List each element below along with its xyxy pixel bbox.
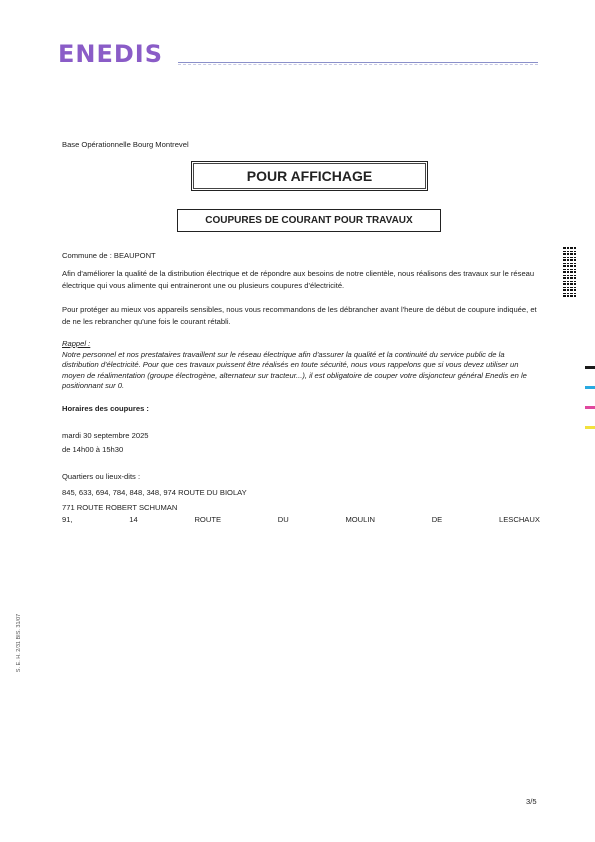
page-number: 3/5	[526, 797, 537, 806]
enedis-logo: ENEDIS	[58, 40, 164, 68]
advice-paragraph: Pour protéger au mieux vos appareils sensibles, nous vous recommandons de les débrancher avant l'heure de début de coupure indiquée, et de ne les rebrancher qu'une fois le courant rétabli.	[62, 305, 537, 326]
subtitle-box	[177, 209, 441, 232]
outage-date: mardi 30 septembre 2025	[62, 431, 149, 440]
address-word: MOULIN	[345, 515, 375, 524]
address-word: ROUTE	[194, 515, 222, 524]
page-title: POUR AFFICHAGE	[246, 168, 373, 184]
address-word: LESCHAUX	[498, 515, 540, 524]
print-marker-yellow	[585, 426, 595, 429]
title-box	[191, 161, 428, 191]
intro-paragraph: Afin d'améliorer la qualité de la distribution électrique et de répondre aux besoins de notre clientèle, nous réalisons des travaux sur le réseau électrique qui vous alimente qui entraineront une ou plusieurs coupures d'électricité.	[62, 269, 535, 290]
reminder-block	[62, 339, 540, 392]
address-word: DE	[431, 515, 443, 524]
address-line-3	[62, 515, 540, 524]
print-marker-black	[585, 366, 595, 369]
outage-time: de 14h00 à 15h30	[62, 445, 124, 454]
header-rule	[178, 62, 538, 63]
schedule-title: Horaires des coupures :	[62, 404, 149, 413]
reminder-text: Notre personnel et nos prestataires travaillent sur le réseau électrique afin d'assurer la qualité et la continuité du service public de la distribution d'électricité. Pour que ces travaux puissent être réalisés en toute sécurité, nous vous rappelons que si vous devez utiliser un moyen de réalimentation (groupe électrogène, alternateur sur tracteur...), il est obligatoire de couper votre disjoncteur général Enedis en le positionnant sur 0.	[62, 349, 527, 390]
print-marker-magenta	[585, 406, 595, 409]
address-line-2: 771 ROUTE ROBERT SCHUMAN	[62, 503, 178, 512]
base-label: Base Opérationnelle Bourg Montrevel	[62, 140, 189, 149]
print-marker-cyan	[585, 386, 595, 389]
address-line-1: 845, 633, 694, 784, 848, 348, 974 ROUTE DU BIOLAY	[62, 488, 247, 497]
page-subtitle: COUPURES DE COURANT POUR TRAVAUX	[205, 215, 413, 226]
address-word: DU	[277, 515, 289, 524]
address-word: 91,	[62, 515, 73, 524]
side-margin-text: S. E. H. 2/31 BIS. 31/07	[16, 613, 23, 673]
areas-title: Quartiers ou lieux-dits :	[62, 472, 141, 481]
commune-label: Commune de : BEAUPONT	[62, 251, 156, 260]
address-word: 14	[129, 515, 138, 524]
header-rule-dashed	[178, 64, 538, 65]
barcode	[563, 247, 577, 297]
reminder-title: Rappel :	[62, 339, 91, 348]
